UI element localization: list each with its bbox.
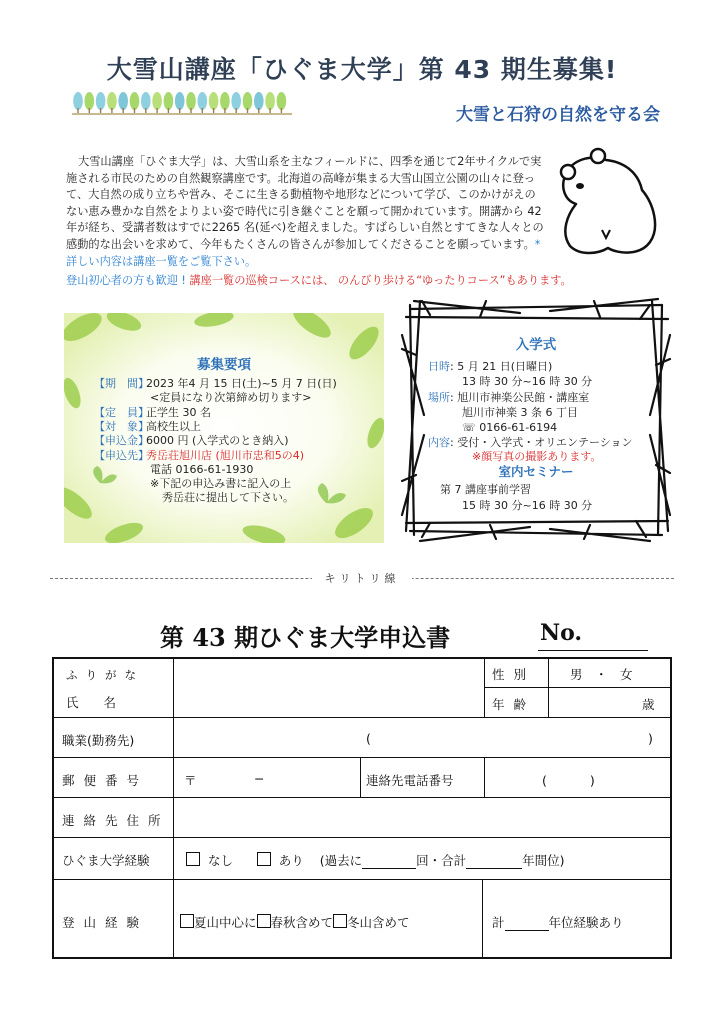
tree-trunk xyxy=(123,108,124,113)
ceremony-title: 入学式 xyxy=(515,337,557,353)
date-value: : 5 月 21 日(日曜日) xyxy=(450,360,553,373)
tree-trunk xyxy=(77,108,78,113)
age-field[interactable] xyxy=(552,689,638,715)
place-value: : 旭川市神楽公民館・講座室 xyxy=(450,391,590,404)
postal-dash: − xyxy=(254,771,265,786)
checkbox-none[interactable] xyxy=(186,852,200,866)
tree-icon xyxy=(152,92,162,110)
ceremony-content-row xyxy=(428,436,633,449)
occupation-field[interactable] xyxy=(378,723,642,753)
tree-trunk xyxy=(236,108,237,113)
tree-trunk xyxy=(89,108,90,113)
recruitment-title: 募集要項 xyxy=(197,357,251,373)
organization-name: 大雪と石狩の自然を守る会 xyxy=(456,105,660,125)
tree-trunk xyxy=(281,108,282,113)
col-divider xyxy=(548,657,549,717)
period-row xyxy=(94,377,337,390)
form-border xyxy=(52,957,672,959)
occupation-close: ) xyxy=(648,731,653,746)
fee-value: 6000 円 (入学式のとき納入) xyxy=(146,434,289,447)
experience-times: 回・合計 xyxy=(416,853,467,868)
content-value: : 受付・入学式・オリエンテーション xyxy=(450,436,633,449)
tree-icon xyxy=(231,92,241,110)
tree-trunk xyxy=(213,108,214,113)
postal-mark: 〒 xyxy=(184,773,197,788)
climbing-total-label: 計 xyxy=(492,915,505,930)
age-unit: 歳 xyxy=(642,697,655,712)
postal-field[interactable] xyxy=(198,763,354,793)
fee-row xyxy=(94,434,289,447)
climbing-label: 登山経験 xyxy=(62,915,149,930)
tree-trunk xyxy=(179,108,180,113)
checkbox-yes[interactable] xyxy=(257,852,271,866)
form-number-field[interactable] xyxy=(538,650,648,651)
recruitment-panel xyxy=(64,313,384,543)
apply-row xyxy=(94,449,304,462)
tree-icon xyxy=(107,92,117,110)
tree-trunk xyxy=(134,108,135,113)
tree-row-icon xyxy=(72,90,292,116)
tree-trunk xyxy=(111,108,112,113)
phone-parens: ( ) xyxy=(542,773,601,788)
name-label: 氏 名 xyxy=(66,695,117,710)
target-value: 高校生以上 xyxy=(146,420,201,433)
checkbox-summer[interactable] xyxy=(180,914,194,928)
climbing-options xyxy=(180,913,410,931)
tree-icon xyxy=(118,92,128,110)
tree-trunk xyxy=(168,108,169,113)
row-divider xyxy=(52,879,672,880)
tree-icon xyxy=(85,92,95,110)
course-note: 講座一覧の巡検コースには、 のんびり歩ける“ゆったりコース”もあります。 xyxy=(189,274,572,287)
period-note: <定員になり次第締め切ります> xyxy=(150,391,312,404)
apply-label: 【申込先】 xyxy=(94,449,149,462)
tree-icon xyxy=(277,92,287,110)
ceremony-time: 13 時 30 分~16 時 30 分 xyxy=(462,375,593,388)
climbing-years: 年位経験あり xyxy=(548,915,624,930)
form-number-label: No. xyxy=(540,620,583,646)
capacity-label: 【定 員】 xyxy=(94,406,149,419)
tree-trunk xyxy=(190,108,191,113)
tree-icon xyxy=(96,92,106,110)
climbing-winter: 冬山含めて xyxy=(347,915,410,930)
beginner-note-line xyxy=(66,272,666,288)
seminar-value: 第 7 講座事前学習 xyxy=(440,483,531,496)
period-value: 2023 年4 月 15 日(土)~5 月 7 日(日) xyxy=(146,377,337,390)
phone-label: 連絡先電話番号 xyxy=(366,773,454,788)
row-divider xyxy=(52,837,672,838)
col-divider xyxy=(482,879,483,959)
tree-icon xyxy=(198,92,208,110)
tree-trunk xyxy=(258,108,259,113)
gender-label: 性別 xyxy=(492,667,536,682)
col-divider xyxy=(484,757,485,797)
ceremony-tel: ☏ 0166-61-6194 xyxy=(462,421,558,434)
col-divider xyxy=(484,657,485,717)
experience-past: (過去に xyxy=(319,853,363,868)
form-title: 第 43 期ひぐま大学申込書 xyxy=(160,623,451,652)
apply-value: 秀岳荘旭川店 (旭川市忠和5の4) xyxy=(146,449,305,462)
form-border xyxy=(670,657,672,959)
phone-field[interactable] xyxy=(488,763,666,793)
submit-note-2: 秀岳荘に提出して下さい。 xyxy=(162,491,294,504)
page-title: 大雪山講座「ひぐま大学」第 43 期生募集! xyxy=(106,55,618,84)
climbing-total xyxy=(492,913,624,931)
intro-paragraph xyxy=(66,154,544,270)
row-divider xyxy=(52,757,672,758)
tree-icon xyxy=(265,92,275,110)
climbing-spring: 春秋含めて xyxy=(270,915,334,930)
climbing-summer: 夏山中心に xyxy=(194,915,257,930)
tree-trunk xyxy=(247,108,248,113)
tree-trunk xyxy=(145,108,146,113)
ceremony-address: 旭川市神楽 3 条 6 丁目 xyxy=(462,406,578,419)
experience-none: なし xyxy=(207,853,233,868)
col-divider xyxy=(173,657,174,959)
checkbox-winter[interactable] xyxy=(333,914,347,928)
furigana-label: ふりがな xyxy=(66,668,144,682)
ceremony-place-row xyxy=(428,391,589,404)
tree-icon xyxy=(130,92,140,110)
cut-line-label: キリトリ線 xyxy=(312,570,412,586)
row-divider xyxy=(52,717,672,718)
date-label: 日時 xyxy=(428,360,450,373)
experience-years-field[interactable] xyxy=(466,853,522,869)
tree-icon xyxy=(164,92,174,110)
target-row xyxy=(94,420,201,433)
tree-icon xyxy=(243,92,253,110)
intro-body: 大雪山講座「ひぐま大学」は、大雪山系を主なフィールドに、四季を通じて2年サイクルで実施される市民のための自然観察講座です。北海道の高峰が集まる大雪山国立公園の山々に登って、大自然の成り立ちや営み、そこに生きる動植物や地形などについて学び、このかけがえのない恵み豊かな自然をよりよい姿で時代に引き継ぐことを願って開かれています。開講から 42 年が経ち、受講者数はすでに2265 名(延べ)を超えました。すばらしい自然とすてきな人々との感動的な出会いを求めて、今年もたくさんの皆さんが参加してくださることを願っています。 xyxy=(66,155,544,251)
seminar-time: 15 時 30 分~16 時 30 分 xyxy=(462,499,593,512)
target-label: 【対 象】 xyxy=(94,420,149,433)
place-label: 場所 xyxy=(428,391,450,404)
experience-label: ひぐま大学経験 xyxy=(62,853,150,868)
age-label: 年齢 xyxy=(492,697,536,712)
tree-icon xyxy=(186,92,196,110)
seminar-title: 室内セミナー xyxy=(498,464,574,479)
photo-note: ※顔写真の撮影あります。 xyxy=(472,450,602,463)
tree-icon xyxy=(254,92,264,110)
tree-icon xyxy=(73,92,83,110)
application-form xyxy=(52,657,672,959)
experience-times-field[interactable] xyxy=(362,853,416,869)
detail-note: * 詳しい内容は講座一覧をご覧下さい。 xyxy=(66,237,541,268)
row-divider xyxy=(52,797,672,798)
occupation-open: ( xyxy=(366,731,371,746)
capacity-value: 正学生 30 名 xyxy=(146,406,211,419)
postal-label: 郵便番号 xyxy=(62,773,149,788)
occupation-label: 職業(勤務先) xyxy=(62,733,135,748)
form-border xyxy=(52,657,54,959)
ceremony-date-row xyxy=(428,360,552,373)
beginner-note: 登山初心者の方も歓迎 ! xyxy=(66,274,186,287)
form-border xyxy=(52,657,672,659)
address-field[interactable] xyxy=(176,801,666,833)
capacity-row xyxy=(94,406,211,419)
tree-icon xyxy=(175,92,185,110)
climbing-years-field[interactable] xyxy=(505,915,549,931)
experience-options xyxy=(186,851,564,869)
experience-yes: あり xyxy=(278,853,304,868)
address-label: 連絡先住所 xyxy=(62,813,170,828)
tree-trunk xyxy=(100,108,101,113)
ceremony-panel xyxy=(400,295,672,545)
tree-icon xyxy=(209,92,219,110)
submit-note-1: ※下記の申込み書に記入の上 xyxy=(150,477,292,490)
tree-icon xyxy=(141,92,151,110)
apply-phone: 電話 0166-61-1930 xyxy=(150,463,254,476)
tree-trunk xyxy=(269,108,270,113)
name-field[interactable] xyxy=(176,661,480,715)
tree-icon xyxy=(220,92,230,110)
content-label: 内容 xyxy=(428,436,450,449)
period-label: 【期 間】 xyxy=(94,377,149,390)
fee-label: 【申込金】 xyxy=(94,434,149,447)
tree-trunk xyxy=(156,108,157,113)
tree-trunk xyxy=(224,108,225,113)
gender-options[interactable]: 男 ・ 女 xyxy=(570,667,633,682)
col-divider xyxy=(360,757,361,797)
experience-years: 年間位) xyxy=(522,853,565,868)
row-divider xyxy=(484,687,672,688)
polar-bear-icon xyxy=(546,142,664,260)
checkbox-spring[interactable] xyxy=(257,914,271,928)
tree-trunk xyxy=(202,108,203,113)
